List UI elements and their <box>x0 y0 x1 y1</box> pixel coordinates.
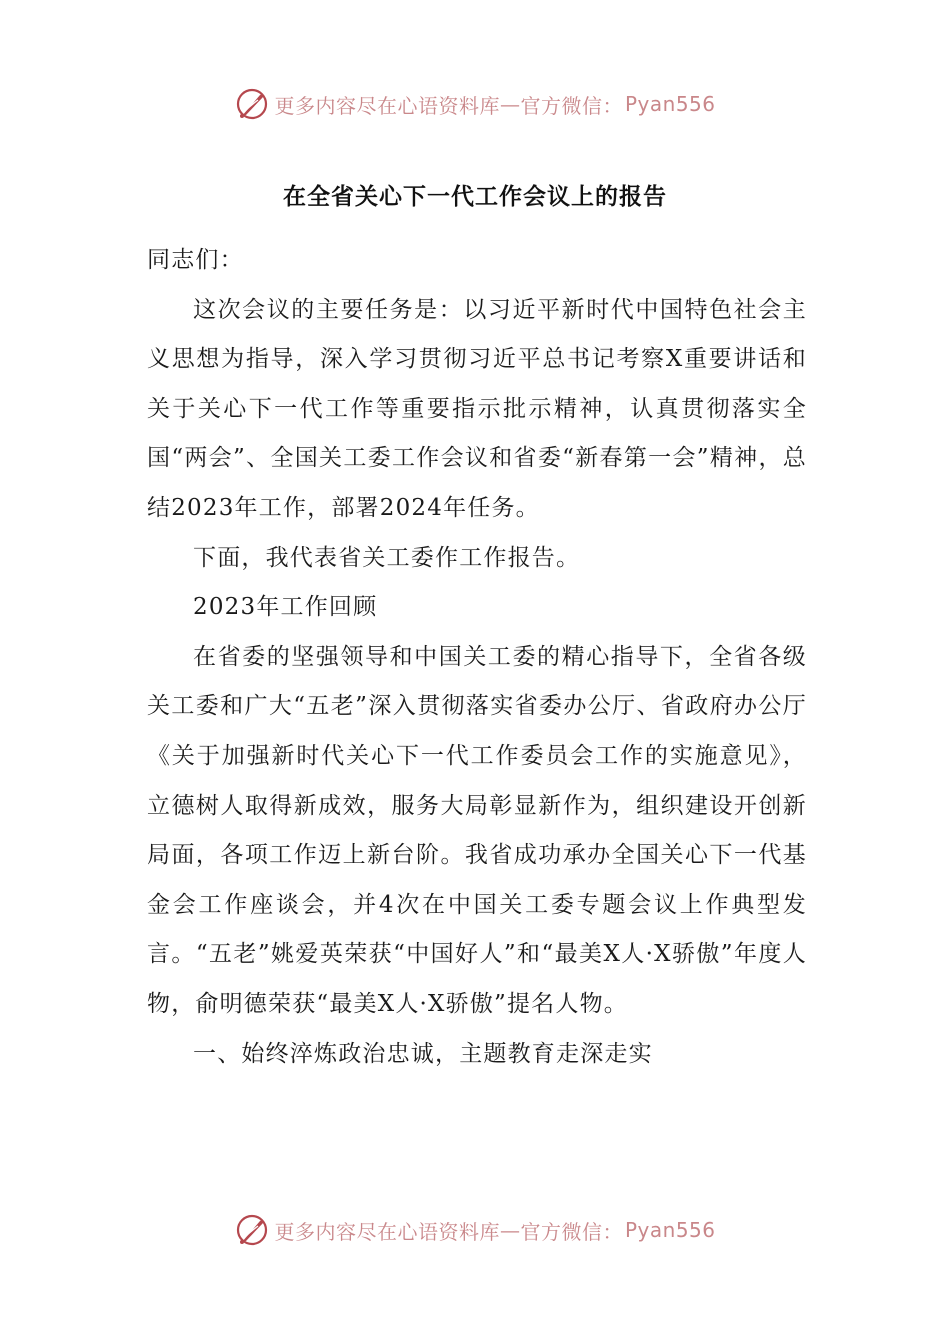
banner-dash: — <box>499 1218 521 1242</box>
footer-banner <box>0 1210 950 1250</box>
quill-logo-icon <box>234 1212 270 1248</box>
banner-wechat-label: 官方微信： <box>520 1219 623 1244</box>
banner-brand-text: 更多内容尽在心语资料库 <box>274 93 500 118</box>
document-title: 在全省关心下一代工作会议上的报告 <box>283 183 667 210</box>
quill-logo-icon <box>234 86 270 122</box>
header-banner <box>0 84 950 124</box>
paragraph-report-statement: 下面，我代表省关工委作工作报告。 <box>193 544 581 571</box>
salutation: 同志们： <box>147 247 244 273</box>
banner-brand-text: 更多内容尽在心语资料库 <box>274 1219 500 1244</box>
paragraph-intro: 这次会议的主要任务是：以习近平新时代中国特色社会主义思想为指导，深入学习贯彻习近平总书记考察X重要讲话和关于关心下一代工作等重要指示批示精神，认真贯彻落实全国“两会”、全国关工委工作会议和省委“新春第一会”精神，总结2023年工作，部署2024年任务。 <box>147 296 807 521</box>
banner-wechat-id: Pyan556 <box>624 1218 716 1242</box>
banner-dash: — <box>499 92 521 116</box>
banner-wechat-label: 官方微信： <box>520 93 623 118</box>
section-heading-one: 一、始终淬炼政治忠诚，主题教育走深走实 <box>193 1040 653 1067</box>
section-heading-review: 2023年工作回顾 <box>193 594 378 621</box>
document-body <box>147 236 807 1079</box>
banner-wechat-id: Pyan556 <box>624 92 716 116</box>
paragraph-review-summary: 在省委的坚强领导和中国关工委的精心指导下，全省各级关工委和广大“五老”深入贯彻落实省委办公厅、省政府办公厅《关于加强新时代关心下一代工作委员会工作的实施意见》，立德树人取得新成效，服务大局彰显新作为，组织建设开创新局面，各项工作迈上新台阶。我省成功承办全国关心下一代基金会工作座谈会，并4次在中国关工委专题会议上作典型发言。“五老”姚爱英荣获“中国好人”和“最美X人·X骄傲”年度人物，俞明德荣获“最美X人·X骄傲”提名人物。 <box>147 643 807 1017</box>
